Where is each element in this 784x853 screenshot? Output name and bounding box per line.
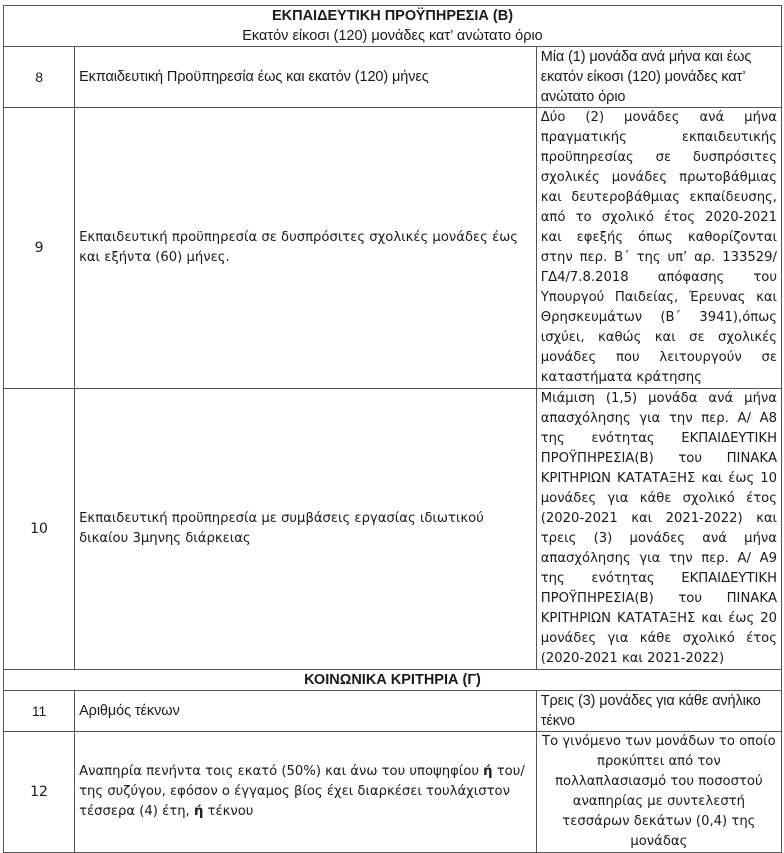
row-number: 11: [4, 691, 75, 732]
row-points: Το γινόμενο των μονάδων το οποίο προκύπτει από τον πολλαπλασιασμό του ποσοστού αναπηρίας με συντελεστή τεσσάρων δεκάτων (0,4) της μονάδας: [536, 732, 781, 853]
table-row: [4, 691, 782, 732]
table-row: [4, 389, 782, 670]
emphasis-or: ή: [193, 804, 204, 819]
row-number: 12: [4, 732, 75, 853]
section-header-row: [4, 670, 782, 691]
section-subtitle: Εκατόν είκοσι (120) μονάδες κατ’ ανώτατο όριο: [242, 28, 543, 44]
description-text: τέκνου: [203, 804, 254, 819]
row-number: 8: [4, 47, 75, 108]
row-description: Εκπαιδευτική Προϋπηρεσία έως και εκατόν (120) μήνες: [75, 47, 537, 108]
row-number: 9: [4, 108, 75, 389]
description-text: του/ της συζύγου, εφόσον ο έγγαμος βίος έχει διαρκέσει τουλάχιστον τέσσερα (4) έτη,: [79, 764, 525, 819]
criteria-table: [3, 5, 782, 853]
section-title: ΕΚΠΑΙΔΕΥΤΙΚΗ ΠΡΟΫΠΗΡΕΣΙΑ (Β): [271, 8, 514, 24]
emphasis-or: ή: [483, 764, 493, 779]
row-description: [75, 732, 537, 853]
row-description: Αριθμός τέκνων: [75, 691, 537, 732]
table-row: [4, 47, 782, 108]
table-row: [4, 732, 782, 853]
section-header-teaching-experience: [4, 6, 782, 47]
section-title: ΚΟΙΝΩΝΙΚΑ ΚΡΙΤΗΡΙΑ (Γ): [304, 672, 481, 688]
row-description: Εκπαιδευτική προϋπηρεσία με συμβάσεις εργασίας ιδιωτικού δικαίου 3μηνης διάρκειας: [75, 389, 537, 670]
row-description: Εκπαιδευτική προϋπηρεσία σε δυσπρόσιτες σχολικές μονάδες έως και εξήντα (60) μήνες.: [75, 108, 537, 389]
description-text: Αναπηρία πενήντα τοις εκατό (50%) και άνω του υποψηφίου: [79, 764, 484, 779]
table-row: [4, 108, 782, 389]
section-header-social-criteria: [4, 670, 782, 691]
section-header-row: [4, 6, 782, 47]
row-points: Μιάμιση (1,5) μονάδα ανά μήνα απασχόλησης για την περ. Α/ Α8 της ενότητας ΕΚΠΑΙΔΕΥΤΙΚΗ ΠΡΟΫΠΗΡΕΣΙΑ(Β) του ΠΙΝΑΚΑ ΚΡΙΤΗΡΙΩΝ ΚΑΤΑΤΑΞΗΣ και έως 10 μονάδες για κάθε σχολικό έτος (2020-2021 και 2021-2022) και τρεις (3) μονάδες ανά μήνα απασχόλησης για την περ. Α/ Α9 της ενότητας ΕΚΠΑΙΔΕΥΤΙΚΗ ΠΡΟΫΠΗΡΕΣΙΑ(Β) του ΠΙΝΑΚΑ ΚΡΙΤΗΡΙΩΝ ΚΑΤΑΤΑΞΗΣ και έως 20 μονάδες για κάθε σχολικό έτος (2020-2021 και 2021-2022): [536, 389, 781, 670]
row-number: 10: [4, 389, 75, 670]
row-points: Δύο (2) μονάδες ανά μήνα πραγματικής εκπαιδευτικής προϋπηρεσίας σε δυσπρόσιτες σχολικές μονάδες πρωτοβάθμιας και δευτεροβάθμιας εκπαίδευσης, από το σχολικό έτος 2020-2021 και εφεξής όπως καθορίζονται στην περ. Β΄ της υπ’ αρ. 133529/ ΓΔ4/7.8.2018 απόφασης του Υπουργού Παιδείας, Έρευνας και Θρησκευμάτων (Β΄ 3941),όπως ισχύει, καθώς και σε σχολικές μονάδες που λειτουργούν σε καταστήματα κράτησης: [536, 108, 781, 389]
row-points: Τρεις (3) μονάδες για κάθε ανήλικο τέκνο: [536, 691, 781, 732]
row-points: Μία (1) μονάδα ανά μήνα και έως εκατόν είκοσι (120) μονάδες κατ’ ανώτατο όριο: [536, 47, 781, 108]
